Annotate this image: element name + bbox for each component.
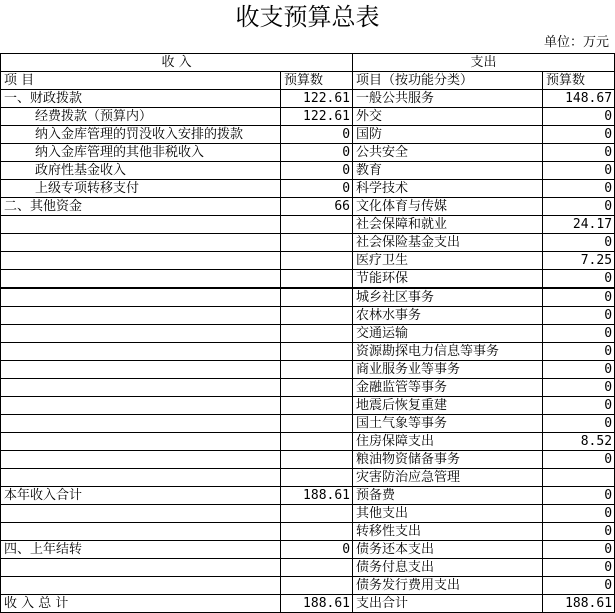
income-value-cell (281, 252, 353, 270)
income-value-cell (281, 379, 353, 397)
table-row (1, 252, 615, 270)
table-row (1, 216, 615, 234)
expense-value-cell: 7.25 (543, 252, 615, 270)
table-row (1, 361, 615, 379)
expense-item-cell: 债务发行费用支出 (353, 577, 543, 595)
income-value-cell (281, 307, 353, 325)
expense-item-cell: 转移性支出 (353, 523, 543, 541)
table-row (1, 541, 615, 559)
income-item-cell (1, 343, 281, 361)
income-item-cell (1, 469, 281, 487)
income-item-cell (1, 451, 281, 469)
unit-label: 单位：万元 (543, 35, 609, 50)
income-value-cell: 0 (281, 162, 353, 180)
expense-value-cell: 0 (543, 415, 615, 433)
table-row (1, 288, 615, 307)
expense-item-cell: 支出合计 (353, 595, 543, 613)
income-item-cell (1, 379, 281, 397)
income-item-cell (1, 397, 281, 415)
income-item-cell (1, 505, 281, 523)
table-row (1, 433, 615, 451)
expense-item-cell: 农林水事务 (353, 307, 543, 325)
table-row (1, 577, 615, 595)
table-row (1, 270, 615, 289)
col-item-header: 项 目 (1, 72, 281, 90)
table-row (1, 108, 615, 126)
expense-value-cell: 0 (543, 126, 615, 144)
income-item-cell (1, 415, 281, 433)
expense-value-cell: 0 (543, 180, 615, 198)
table-row (1, 451, 615, 469)
income-value-cell (281, 397, 353, 415)
income-item-cell (1, 559, 281, 577)
expense-value-cell: 0 (543, 307, 615, 325)
income-item-cell (1, 307, 281, 325)
expense-header: 支出 (353, 54, 615, 72)
col-exp-item-header: 项目（按功能分类） (353, 72, 543, 90)
expense-item-cell: 医疗卫生 (353, 252, 543, 270)
expense-value-cell: 0 (543, 144, 615, 162)
expense-value-cell: 0 (543, 234, 615, 252)
table-row (1, 397, 615, 415)
expense-item-cell: 地震后恢复重建 (353, 397, 543, 415)
income-value-cell: 122.61 (281, 108, 353, 126)
income-item-cell (1, 288, 281, 307)
income-item-cell (1, 216, 281, 234)
expense-item-cell: 资源勘探电力信息等事务 (353, 343, 543, 361)
table-row (1, 180, 615, 198)
income-item-cell (1, 270, 281, 289)
income-value-cell (281, 451, 353, 469)
expense-value-cell: 0 (543, 559, 615, 577)
table-row (1, 415, 615, 433)
expense-item-cell: 社会保障和就业 (353, 216, 543, 234)
income-item-cell (1, 361, 281, 379)
expense-item-cell: 预备费 (353, 487, 543, 505)
expense-item-cell: 债务还本支出 (353, 541, 543, 559)
income-item-cell: 一、财政拨款 (1, 90, 281, 108)
income-value-cell (281, 415, 353, 433)
expense-value-cell: 0 (543, 451, 615, 469)
income-value-cell (281, 469, 353, 487)
expense-item-cell: 国土气象等事务 (353, 415, 543, 433)
table-row (1, 307, 615, 325)
header-row-2 (1, 72, 615, 90)
page-title: 收支预算总表 (235, 3, 380, 31)
income-item-cell: 上级专项转移支付 (1, 180, 281, 198)
table-row (1, 559, 615, 577)
expense-item-cell: 其他支出 (353, 505, 543, 523)
table-row (1, 343, 615, 361)
expense-value-cell: 24.17 (543, 216, 615, 234)
expense-value-cell: 0 (543, 108, 615, 126)
expense-value-cell: 0 (543, 397, 615, 415)
expense-value-cell: 0 (543, 361, 615, 379)
budget-table (0, 53, 615, 613)
expense-value-cell: 0 (543, 523, 615, 541)
expense-item-cell: 科学技术 (353, 180, 543, 198)
table-row (1, 469, 615, 487)
income-item-cell: 经费拨款（预算内） (1, 108, 281, 126)
expense-item-cell: 债务付息支出 (353, 559, 543, 577)
header-row-1 (1, 54, 615, 72)
income-value-cell: 0 (281, 180, 353, 198)
expense-value-cell: 188.61 (543, 595, 615, 613)
table-row (1, 523, 615, 541)
table-row (1, 162, 615, 180)
income-value-cell (281, 270, 353, 289)
expense-value-cell: 0 (543, 270, 615, 289)
income-value-cell: 122.61 (281, 90, 353, 108)
expense-item-cell: 教育 (353, 162, 543, 180)
table-row (1, 126, 615, 144)
income-value-cell (281, 216, 353, 234)
income-value-cell: 188.61 (281, 595, 353, 613)
income-value-cell: 66 (281, 198, 353, 216)
income-value-cell (281, 559, 353, 577)
table-row (1, 198, 615, 216)
expense-value-cell: 0 (543, 288, 615, 307)
expense-value-cell: 148.67 (543, 90, 615, 108)
expense-value-cell: 0 (543, 379, 615, 397)
table-row (1, 144, 615, 162)
table-row (1, 595, 615, 613)
income-value-cell (281, 433, 353, 451)
income-value-cell: 0 (281, 126, 353, 144)
expense-item-cell: 外交 (353, 108, 543, 126)
expense-item-cell: 国防 (353, 126, 543, 144)
income-item-cell: 政府性基金收入 (1, 162, 281, 180)
income-value-cell (281, 505, 353, 523)
expense-value-cell: 0 (543, 325, 615, 343)
income-value-cell (281, 343, 353, 361)
income-value-cell (281, 288, 353, 307)
expense-item-cell: 文化体育与传媒 (353, 198, 543, 216)
expense-item-cell: 住房保障支出 (353, 433, 543, 451)
expense-value-cell: 0 (543, 505, 615, 523)
expense-item-cell: 公共安全 (353, 144, 543, 162)
income-item-cell (1, 325, 281, 343)
table-row (1, 234, 615, 252)
expense-item-cell: 灾害防治应急管理 (353, 469, 543, 487)
expense-value-cell: 0 (543, 198, 615, 216)
income-item-cell (1, 433, 281, 451)
income-value-cell: 0 (281, 541, 353, 559)
income-value-cell (281, 234, 353, 252)
expense-item-cell: 金融监管等事务 (353, 379, 543, 397)
income-item-cell: 纳入金库管理的其他非税收入 (1, 144, 281, 162)
income-item-cell (1, 523, 281, 541)
col-exp-budget-header: 预算数 (543, 72, 615, 90)
income-value-cell (281, 325, 353, 343)
income-value-cell: 0 (281, 144, 353, 162)
income-item-cell: 四、上年结转 (1, 541, 281, 559)
income-item-cell (1, 252, 281, 270)
income-item-cell (1, 234, 281, 252)
expense-item-cell: 交通运输 (353, 325, 543, 343)
income-value-cell (281, 361, 353, 379)
expense-value-cell (543, 469, 615, 487)
expense-value-cell: 0 (543, 343, 615, 361)
income-item-cell: 本年收入合计 (1, 487, 281, 505)
expense-item-cell: 商业服务业等事务 (353, 361, 543, 379)
expense-item-cell: 城乡社区事务 (353, 288, 543, 307)
expense-item-cell: 节能环保 (353, 270, 543, 289)
col-budget-header: 预算数 (281, 72, 353, 90)
expense-item-cell: 社会保险基金支出 (353, 234, 543, 252)
table-row (1, 90, 615, 108)
income-item-cell (1, 577, 281, 595)
expense-value-cell: 0 (543, 541, 615, 559)
expense-value-cell: 8.52 (543, 433, 615, 451)
table-row (1, 487, 615, 505)
table-row (1, 379, 615, 397)
expense-value-cell: 0 (543, 577, 615, 595)
expense-item-cell: 一般公共服务 (353, 90, 543, 108)
table-row (1, 325, 615, 343)
income-item-cell: 纳入金库管理的罚没收入安排的拨款 (1, 126, 281, 144)
income-header: 收 入 (1, 54, 353, 72)
income-value-cell: 188.61 (281, 487, 353, 505)
expense-value-cell: 0 (543, 487, 615, 505)
income-item-cell: 二、其他资金 (1, 198, 281, 216)
income-value-cell (281, 523, 353, 541)
expense-value-cell: 0 (543, 162, 615, 180)
income-item-cell: 收 入 总 计 (1, 595, 281, 613)
expense-item-cell: 粮油物资储备事务 (353, 451, 543, 469)
income-value-cell (281, 577, 353, 595)
table-row (1, 505, 615, 523)
